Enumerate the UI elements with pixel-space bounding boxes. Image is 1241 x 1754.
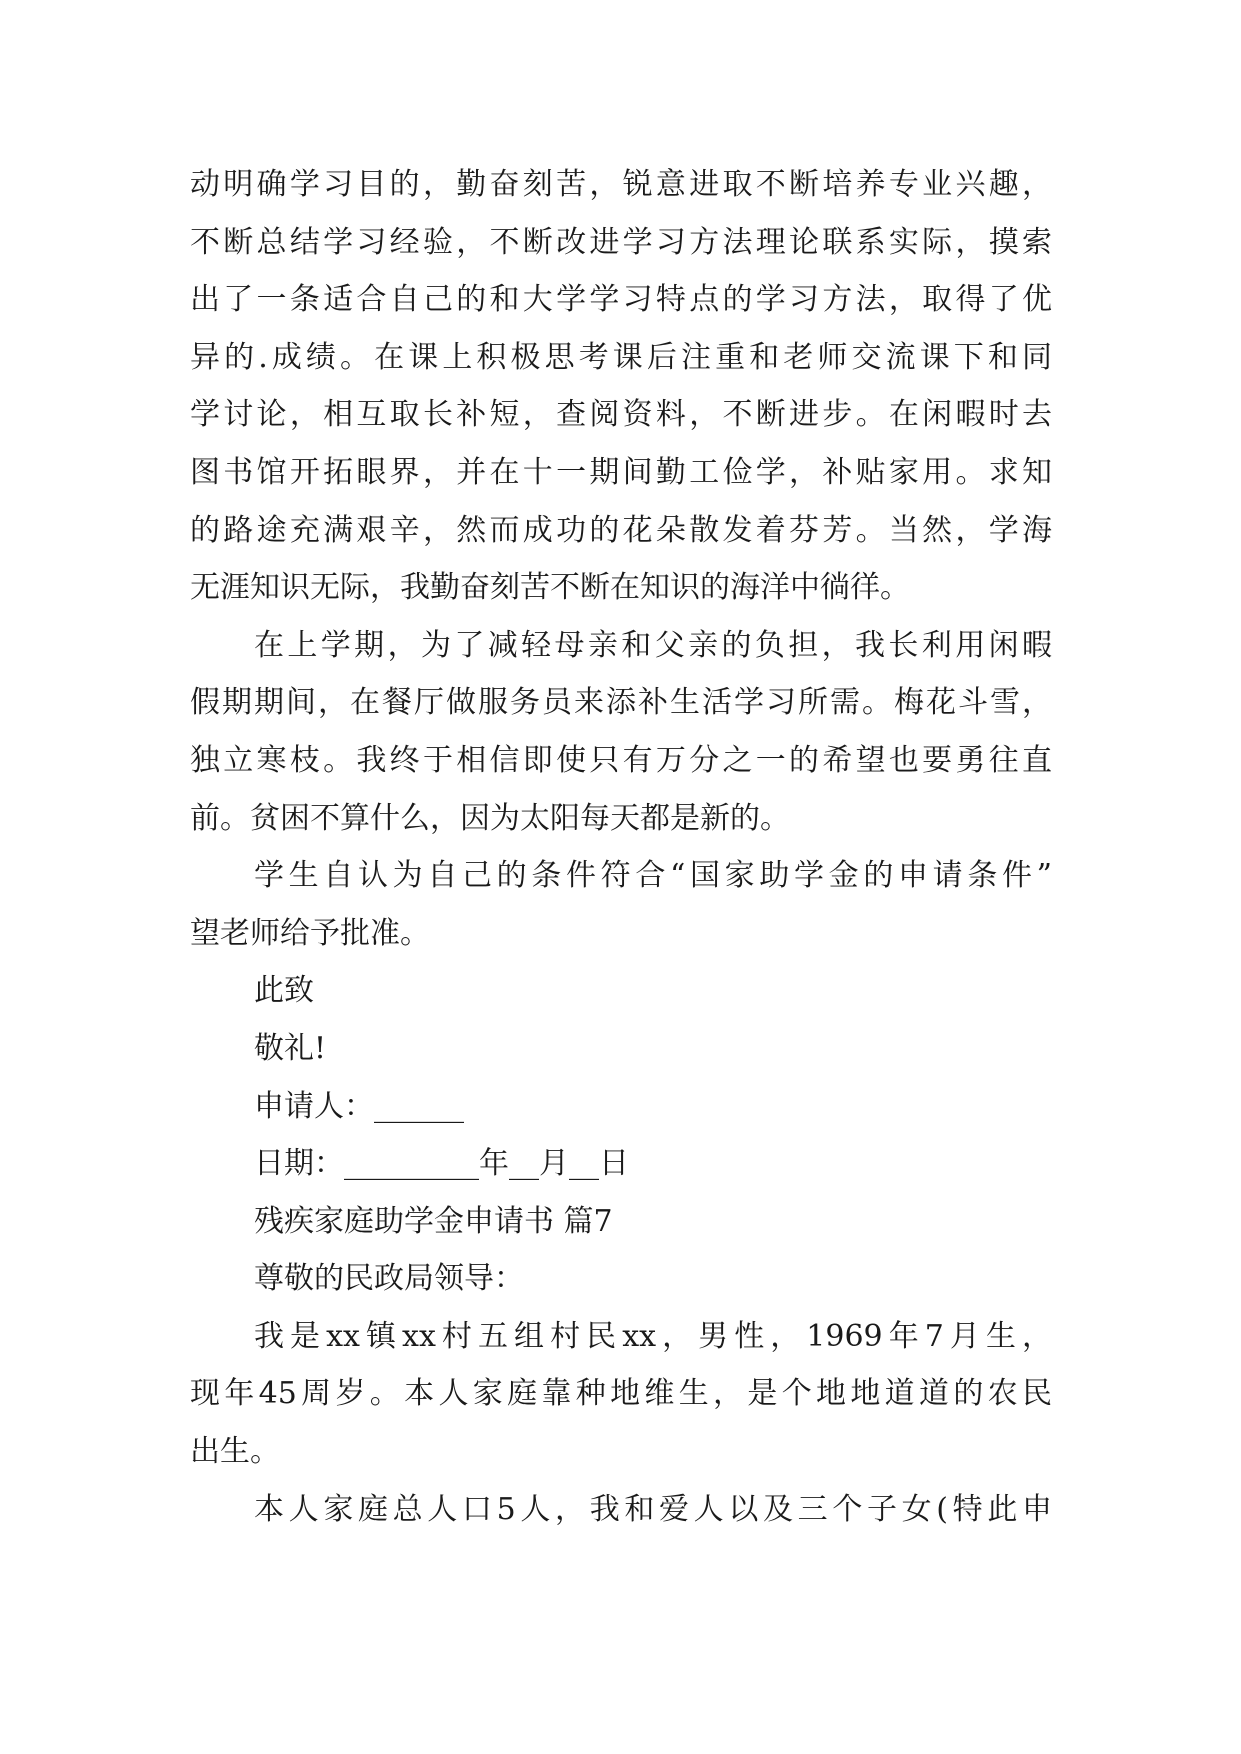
text-line: 学讨论，相互取长补短，查阅资料，不断进步。在闲暇时去 [190, 397, 1052, 433]
text-line: 望老师给予批准。 [190, 915, 430, 951]
text-line: 尊敬的民政局领导： [254, 1261, 524, 1297]
text-line: 独立寒枝。我终于相信即使只有万分之一的希望也要勇往直 [190, 742, 1052, 778]
text-line: 申请人：______ [254, 1088, 464, 1124]
text-line: 无涯知识无际，我勤奋刻苦不断在知识的海洋中徜徉。 [190, 570, 910, 606]
text-line: 图书馆开拓眼界，并在十一期间勤工俭学，补贴家用。求知 [190, 454, 1052, 490]
text-line: 前。贫困不算什么，因为太阳每天都是新的。 [190, 800, 790, 836]
text-line: 现年45周岁。本人家庭靠种地维生，是个地地道道的农民 [190, 1376, 1052, 1412]
text-line: 敬礼! [254, 1030, 327, 1066]
text-line: 出了一条适合自己的和大学学习特点的学习方法，取得了优 [190, 282, 1052, 318]
document-body [190, 156, 1052, 1538]
text-line: 学生自认为自己的条件符合“国家助学金的申请条件” [254, 858, 1052, 894]
text-line: 的路途充满艰辛，然而成功的花朵散发着芬芳。当然，学海 [190, 512, 1052, 548]
text-line: 出生。 [190, 1434, 280, 1470]
text-line: 残疾家庭助学金申请书 篇7 [254, 1203, 613, 1239]
text-line: 此致 [254, 973, 314, 1009]
text-line: 在上学期，为了减轻母亲和父亲的负担，我长利用闲暇 [254, 627, 1052, 663]
text-line: 日期：_________年__月__日 [254, 1146, 629, 1182]
text-line: 动明确学习目的，勤奋刻苦，锐意进取不断培养专业兴趣， [190, 167, 1052, 202]
text-line: 不断总结学习经验，不断改进学习方法理论联系实际，摸索 [190, 224, 1052, 260]
text-line: 本人家庭总人口5人，我和爱人以及三个子女(特此申 [254, 1491, 1052, 1527]
text-line: 我是xx镇xx村五组村民xx，男性，1969年7月生， [254, 1318, 1052, 1354]
text-line: 假期期间，在餐厅做服务员来添补生活学习所需。梅花斗雪， [190, 685, 1052, 721]
text-line: 异的.成绩。在课上积极思考课后注重和老师交流课下和同 [190, 339, 1052, 375]
